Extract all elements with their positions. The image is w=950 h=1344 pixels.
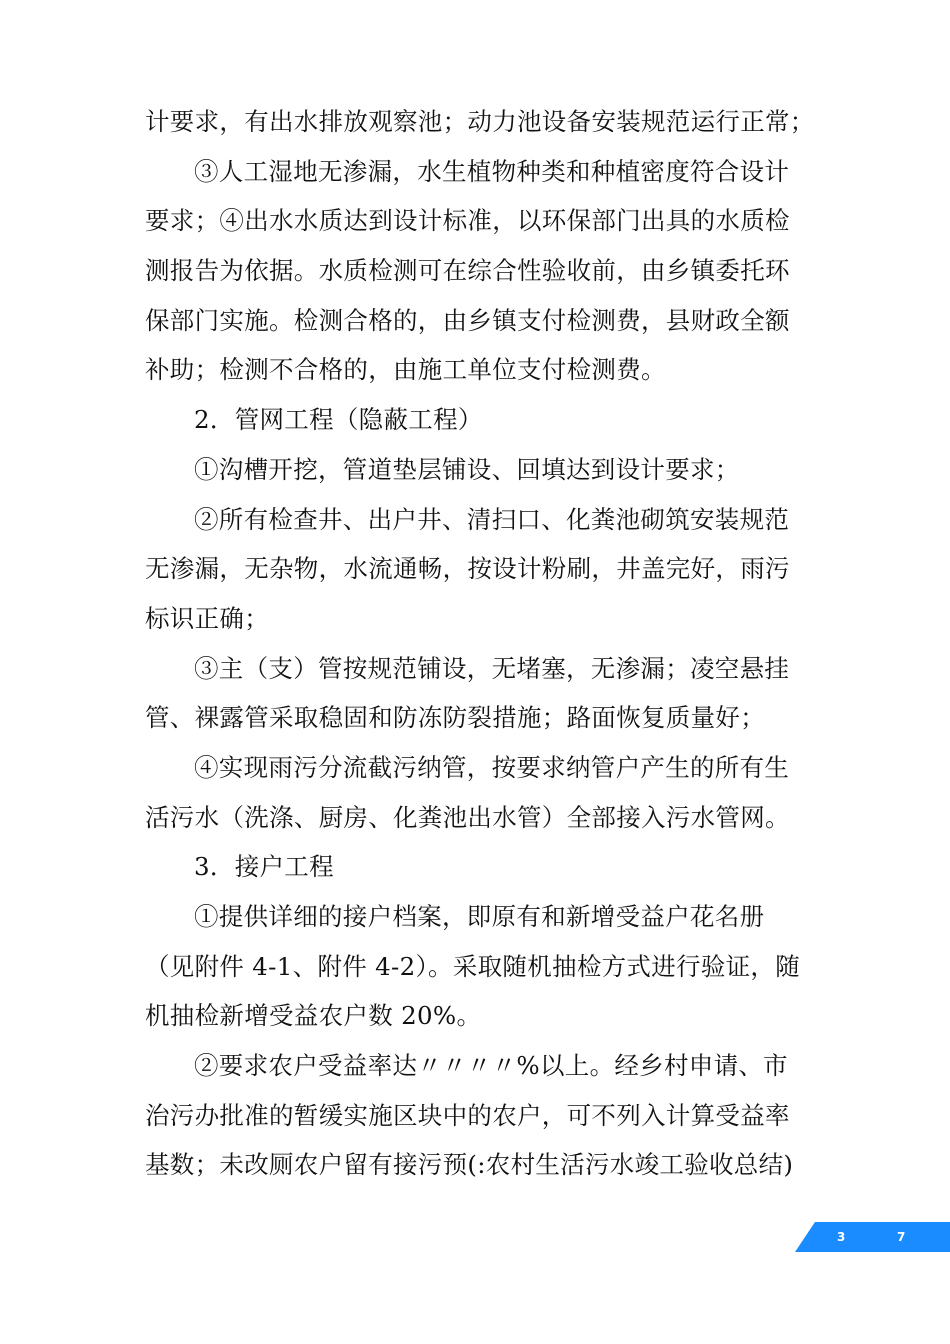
text-line-21: 治污办批准的暂缓实施区块中的农户，可不列入计算受益率 (145, 1100, 790, 1130)
section-heading-pipe-network: 2．管网工程（隐蔽工程） (194, 405, 483, 435)
text-line-15: 活污水（洗涤、厨房、化粪池出水管）全部接入污水管网。 (145, 802, 790, 832)
text-line-12: ③主（支）管按规范铺设，无堵塞，无渗漏；凌空悬挂 (194, 653, 790, 683)
text-line-17: ①提供详细的接户档案，即原有和新增受益户花名册 (194, 902, 765, 931)
text-line-4: 测报告为依据。水质检测可在综合性验收前，由乡镇委托环 (145, 256, 790, 286)
text-line-20: ②要求农户受益率达〃〃〃〃%以上。经乡村申请、市 (194, 1051, 788, 1081)
text-line-3: 要求；④出水水质达到设计标准，以环保部门出具的水质检 (145, 206, 790, 236)
current-page-number: 3 (837, 1230, 846, 1244)
footer-band-shape (795, 1222, 950, 1252)
text-line-2: ③人工湿地无渗漏，水生植物种类和种植密度符合设计 (194, 156, 790, 186)
document-body (145, 97, 820, 1190)
text-line-19: 机抽检新增受益农户数 20%。 (145, 1001, 482, 1031)
text-line-6: 补助；检测不合格的，由施工单位支付检测费。 (145, 355, 666, 385)
text-line-10: 无渗漏，无杂物，水流通畅，按设计粉刷，井盖完好，雨污 (145, 554, 790, 584)
text-line-9: ②所有检查井、出户井、清扫口、化粪池砌筑安装规范 (194, 504, 790, 534)
text-line-8: ①沟槽开挖，管道垫层铺设、回填达到设计要求； (194, 454, 740, 484)
section-heading-household-connection: 3．接户工程 (194, 852, 334, 882)
text-line-1: 计要求，有出水排放观察池；动力池设备安装规范运行正常； (145, 107, 815, 136)
text-line-22: 基数；未改厕农户留有接污预(:农村生活污水竣工验收总结) (145, 1150, 794, 1180)
total-page-number: 7 (897, 1230, 906, 1244)
text-line-5: 保部门实施。检测合格的，由乡镇支付检测费，县财政全额 (145, 305, 790, 335)
page-number-footer (795, 1222, 950, 1252)
text-line-14: ④实现雨污分流截污纳管，按要求纳管户产生的所有生 (194, 752, 790, 782)
text-line-18: （见附件 4-1、附件 4-2）。采取随机抽检方式进行验证，随 (145, 951, 801, 981)
text-line-13: 管、裸露管采取稳固和防冻防裂措施；路面恢复质量好； (145, 703, 765, 733)
text-line-11: 标识正确； (145, 603, 269, 633)
